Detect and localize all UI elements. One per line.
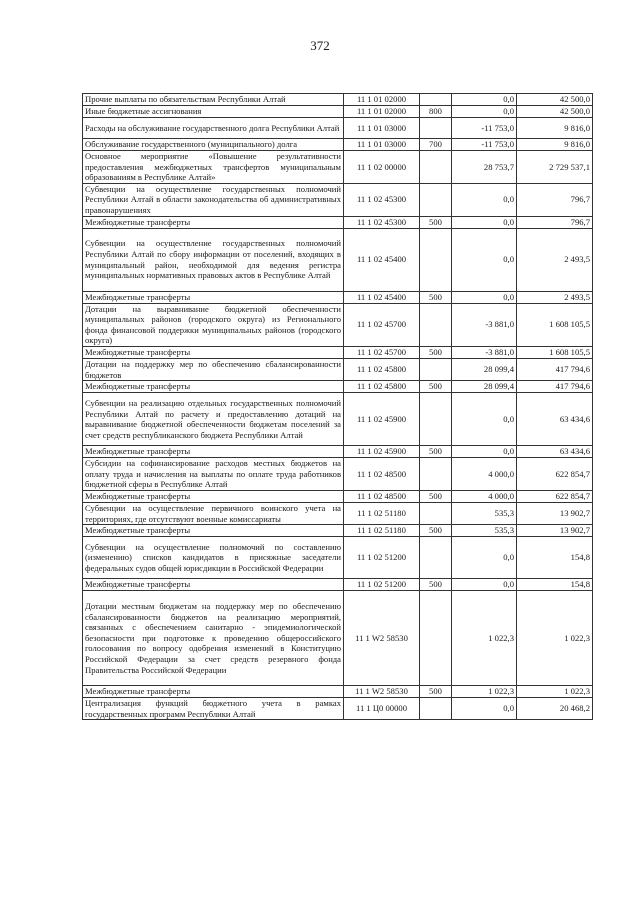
row-change-amount: -3 881,0 — [452, 303, 517, 346]
row-code: 11 1 02 45700 — [344, 346, 420, 358]
table-row — [83, 525, 593, 537]
row-code: 11 1 02 45400 — [344, 228, 420, 291]
row-change-amount: -11 753,0 — [452, 139, 517, 151]
row-name: Расходы на обслуживание государственного долга Республики Алтай — [83, 118, 344, 139]
row-change-amount: 0,0 — [452, 579, 517, 591]
row-name: Дотации на поддержку мер по обеспечению сбалансированности бюджетов — [83, 358, 344, 380]
row-expense-type — [420, 358, 452, 380]
row-expense-type: 800 — [420, 106, 452, 118]
row-expense-type: 500 — [420, 490, 452, 502]
table-row — [83, 139, 593, 151]
table-row — [83, 183, 593, 216]
row-total-amount: 2 493,5 — [517, 291, 593, 303]
row-name: Субвенции на осуществление государственных полномочий Республики Алтай по сбору информации от поселений, входящих в муниципальный район, необходимой для ведения регистра муниципальных нормативных правовых актов в Республике Алтай — [83, 228, 344, 291]
row-name: Субвенции на осуществление государственных полномочий Республики Алтай в области законодательства об административных правонарушениях — [83, 183, 344, 216]
row-expense-type — [420, 393, 452, 446]
row-code: 11 1 02 45400 — [344, 291, 420, 303]
row-name: Централизация функций бюджетного учета в рамках государственных программ Республики Алтай — [83, 698, 344, 720]
row-expense-type: 500 — [420, 446, 452, 458]
row-total-amount: 2 729 537,1 — [517, 151, 593, 184]
row-expense-type: 500 — [420, 525, 452, 537]
row-total-amount: 796,7 — [517, 183, 593, 216]
row-code: 11 1 02 51200 — [344, 537, 420, 579]
row-total-amount: 154,8 — [517, 579, 593, 591]
row-name: Дотации местным бюджетам на поддержку мер по обеспечению сбалансированности бюджетов на реализацию мероприятий, связанных с обеспечением санитарно - эпидемиологической безопасности при подготовке к проведению общероссийского голосования по вопросу одобрения изменений в Конституцию Российской Федерации за счет средств резервного фонда Правительства Российской Федерации — [83, 591, 344, 686]
row-name: Межбюджетные трансферты — [83, 381, 344, 393]
row-total-amount: 42 500,0 — [517, 106, 593, 118]
row-total-amount: 1 022,3 — [517, 686, 593, 698]
row-change-amount: -3 881,0 — [452, 346, 517, 358]
row-total-amount: 9 816,0 — [517, 118, 593, 139]
row-code: 11 1 02 45300 — [344, 183, 420, 216]
row-total-amount: 9 816,0 — [517, 139, 593, 151]
row-change-amount: 28 099,4 — [452, 381, 517, 393]
row-code: 11 1 W2 58530 — [344, 591, 420, 686]
row-name: Субвенции на реализацию отдельных государственных полномочий Республики Алтай по расчету и предоставлению дотаций на выравнивание бюджетной обеспеченности бюджетам поселений за счет средств республиканского бюджета Республики Алтай — [83, 393, 344, 446]
row-name: Обслуживание государственного (муниципального) долга — [83, 139, 344, 151]
row-code: 11 1 02 45900 — [344, 393, 420, 446]
row-expense-type: 500 — [420, 686, 452, 698]
row-name: Дотации на выравнивание бюджетной обеспеченности муниципальных районов (городского округа) из Регионального фонда финансовой поддержки муниципальных районов (городского округа) — [83, 303, 344, 346]
row-total-amount: 417 794,6 — [517, 358, 593, 380]
row-change-amount: 1 022,3 — [452, 591, 517, 686]
row-name: Прочие выплаты по обязательствам Республики Алтай — [83, 94, 344, 106]
row-code: 11 1 02 51180 — [344, 502, 420, 524]
row-expense-type — [420, 591, 452, 686]
row-expense-type: 500 — [420, 346, 452, 358]
row-code: 11 1 02 45800 — [344, 381, 420, 393]
row-expense-type — [420, 698, 452, 720]
table-row — [83, 118, 593, 139]
row-name: Межбюджетные трансферты — [83, 291, 344, 303]
row-change-amount: 0,0 — [452, 537, 517, 579]
row-name: Субвенции на осуществление полномочий по составлению (изменению) списков кандидатов в присяжные заседатели федеральных судов общей юрисдикции в Российской Федерации — [83, 537, 344, 579]
row-total-amount: 1 608 105,5 — [517, 346, 593, 358]
row-name: Межбюджетные трансферты — [83, 686, 344, 698]
row-total-amount: 1 022,3 — [517, 591, 593, 686]
table-row — [83, 381, 593, 393]
row-code: 11 1 02 45300 — [344, 216, 420, 228]
row-expense-type: 700 — [420, 139, 452, 151]
row-total-amount: 2 493,5 — [517, 228, 593, 291]
budget-table — [82, 93, 593, 720]
table-row — [83, 579, 593, 591]
row-total-amount: 154,8 — [517, 537, 593, 579]
row-total-amount: 42 500,0 — [517, 94, 593, 106]
row-name: Межбюджетные трансферты — [83, 346, 344, 358]
table-row — [83, 228, 593, 291]
table-row — [83, 346, 593, 358]
row-total-amount: 13 902,7 — [517, 525, 593, 537]
row-total-amount: 63 434,6 — [517, 393, 593, 446]
row-expense-type: 500 — [420, 579, 452, 591]
row-code: 11 1 01 02000 — [344, 106, 420, 118]
table-row — [83, 698, 593, 720]
row-change-amount: 0,0 — [452, 446, 517, 458]
table-row — [83, 151, 593, 184]
table-row — [83, 291, 593, 303]
row-change-amount: 0,0 — [452, 106, 517, 118]
row-name: Субсидии на софинансирование расходов местных бюджетов на оплату труда и начисления на выплаты по оплате труда работников бюджетной сферы в Республике Алтай — [83, 458, 344, 491]
row-name: Межбюджетные трансферты — [83, 525, 344, 537]
row-expense-type — [420, 118, 452, 139]
row-expense-type — [420, 502, 452, 524]
row-name: Иные бюджетные ассигнования — [83, 106, 344, 118]
row-change-amount: 28 753,7 — [452, 151, 517, 184]
row-change-amount: 0,0 — [452, 393, 517, 446]
row-code: 11 1 02 00000 — [344, 151, 420, 184]
row-expense-type — [420, 537, 452, 579]
row-expense-type: 500 — [420, 216, 452, 228]
row-expense-type: 500 — [420, 381, 452, 393]
row-expense-type: 500 — [420, 291, 452, 303]
row-total-amount: 622 854,7 — [517, 458, 593, 491]
row-total-amount: 622 854,7 — [517, 490, 593, 502]
row-code: 11 1 01 02000 — [344, 94, 420, 106]
table-row — [83, 458, 593, 491]
row-expense-type — [420, 183, 452, 216]
row-name: Межбюджетные трансферты — [83, 446, 344, 458]
row-name: Межбюджетные трансферты — [83, 490, 344, 502]
row-change-amount: -11 753,0 — [452, 118, 517, 139]
row-code: 11 1 Ц0 00000 — [344, 698, 420, 720]
row-name: Межбюджетные трансферты — [83, 579, 344, 591]
row-change-amount: 0,0 — [452, 698, 517, 720]
table-row — [83, 502, 593, 524]
row-expense-type — [420, 94, 452, 106]
row-change-amount: 0,0 — [452, 291, 517, 303]
row-total-amount: 417 794,6 — [517, 381, 593, 393]
row-total-amount: 63 434,6 — [517, 446, 593, 458]
table-row — [83, 216, 593, 228]
table-row — [83, 358, 593, 380]
row-code: 11 1 02 48500 — [344, 458, 420, 491]
row-expense-type — [420, 303, 452, 346]
row-change-amount: 535,3 — [452, 525, 517, 537]
table-row — [83, 106, 593, 118]
page-number: 372 — [310, 38, 330, 53]
row-code: 11 1 02 51180 — [344, 525, 420, 537]
row-change-amount: 4 000,0 — [452, 458, 517, 491]
row-change-amount: 28 099,4 — [452, 358, 517, 380]
row-expense-type — [420, 228, 452, 291]
row-code: 11 1 01 03000 — [344, 118, 420, 139]
table-row — [83, 490, 593, 502]
row-total-amount: 20 468,2 — [517, 698, 593, 720]
table-row — [83, 393, 593, 446]
row-total-amount: 1 608 105,5 — [517, 303, 593, 346]
row-expense-type — [420, 151, 452, 184]
row-code: 11 1 02 51200 — [344, 579, 420, 591]
table-row — [83, 591, 593, 686]
table-row — [83, 686, 593, 698]
row-code: 11 1 W2 58530 — [344, 686, 420, 698]
row-total-amount: 13 902,7 — [517, 502, 593, 524]
row-change-amount: 0,0 — [452, 183, 517, 216]
row-expense-type — [420, 458, 452, 491]
row-change-amount: 0,0 — [452, 228, 517, 291]
row-change-amount: 535,3 — [452, 502, 517, 524]
table-row — [83, 94, 593, 106]
row-code: 11 1 02 45800 — [344, 358, 420, 380]
row-change-amount: 4 000,0 — [452, 490, 517, 502]
table-row — [83, 537, 593, 579]
row-code: 11 1 02 45900 — [344, 446, 420, 458]
row-code: 11 1 01 03000 — [344, 139, 420, 151]
row-change-amount: 0,0 — [452, 94, 517, 106]
row-change-amount: 0,0 — [452, 216, 517, 228]
row-code: 11 1 02 45700 — [344, 303, 420, 346]
row-change-amount: 1 022,3 — [452, 686, 517, 698]
table-row — [83, 303, 593, 346]
row-total-amount: 796,7 — [517, 216, 593, 228]
row-code: 11 1 02 48500 — [344, 490, 420, 502]
row-name: Межбюджетные трансферты — [83, 216, 344, 228]
row-name: Основное мероприятие «Повышение результативности предоставления межбюджетных трансфертов муниципальным образованиям в Республике Алтай» — [83, 151, 344, 184]
table-row — [83, 446, 593, 458]
row-name: Субвенции на осуществление первичного воинского учета на территориях, где отсутствуют военные комиссариаты — [83, 502, 344, 524]
